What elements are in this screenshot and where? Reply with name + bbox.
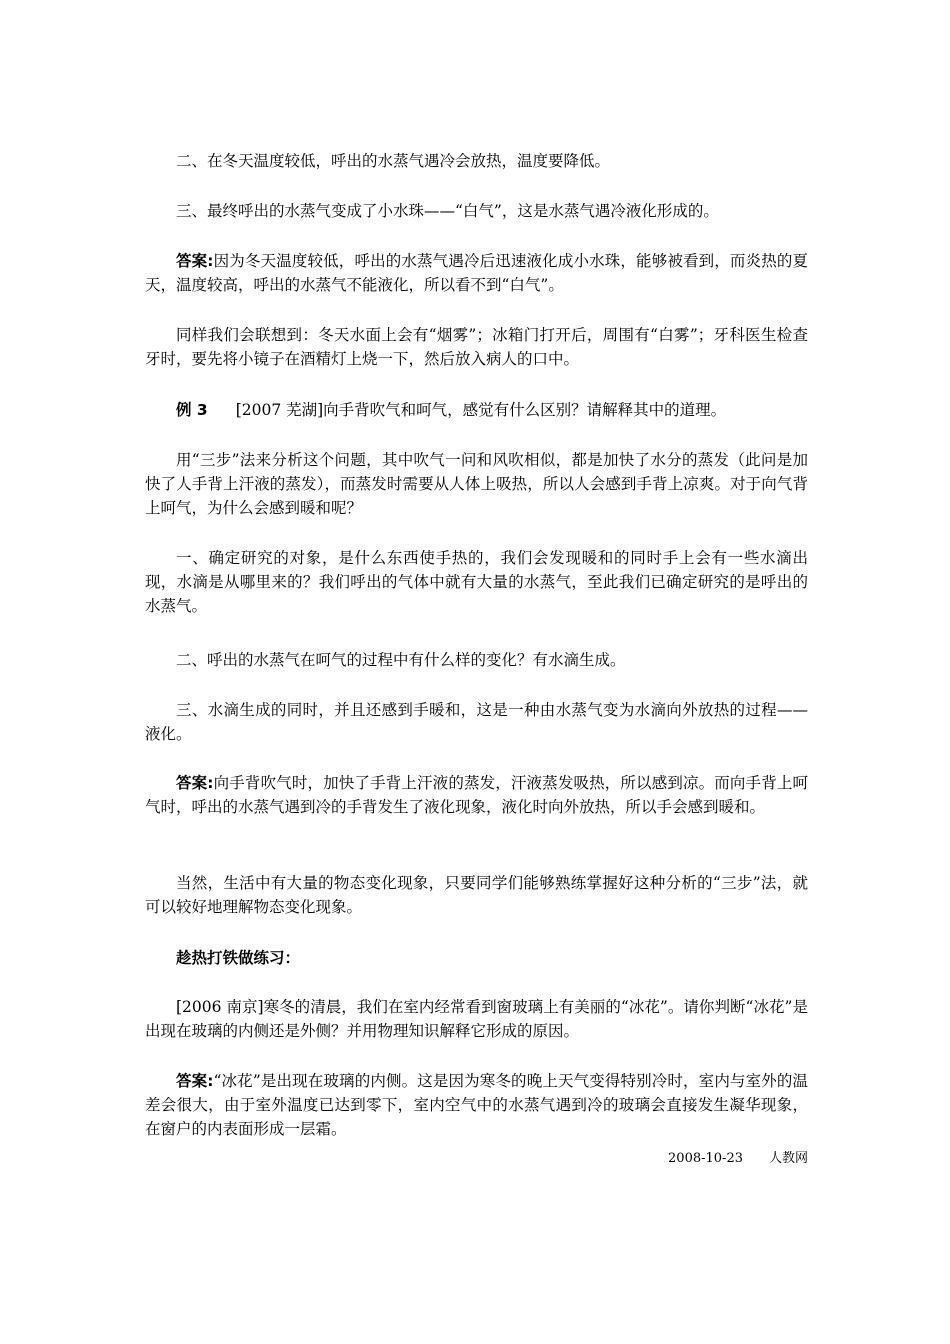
paragraph: [145, 648, 808, 672]
answer-label: 答案:: [176, 774, 214, 792]
practice-heading: 趁热打铁做练习：: [176, 949, 301, 967]
paragraph: [145, 995, 808, 1043]
paragraph: [145, 698, 808, 746]
answer-paragraph: [145, 249, 808, 297]
paragraph-text: 一、确定研究的对象，是什么东西使手热的，我们会发现暖和的同时手上会有一些水滴出现，水滴是从哪里来的？我们呼出的气体中就有大量的水蒸气，至此我们已确定研究的是呼出的水蒸气。: [145, 549, 808, 615]
paragraph-text: 二、在冬天温度较低，呼出的水蒸气遇冷会放热，温度要降低。: [176, 152, 611, 170]
answer-text: 向手背吹气时，加快了手背上汗液的蒸发，汗液蒸发吸热，所以感到凉。而向手背上呵气时，呼出的水蒸气遇到冷的手背发生了液化现象，液化时向外放热，所以手会感到暖和。: [145, 774, 808, 816]
paragraph: [145, 149, 808, 173]
answer-label: 答案:: [176, 252, 214, 270]
paragraph-text: 二、呼出的水蒸气在呵气的过程中有什么样的变化？有水滴生成。: [176, 651, 626, 669]
footer: [600, 1149, 808, 1169]
paragraph: [145, 448, 808, 520]
example-label: 例 3: [176, 401, 208, 419]
paragraph: [145, 199, 808, 223]
answer-label: 答案:: [176, 1072, 214, 1090]
paragraph-text: 用“三步”法来分析这个问题，其中吹气一问和风吹相似，都是加快了水分的蒸发（此问是加快了人手背上汗液的蒸发），而蒸发时需要从人体上吸热，所以人会感到手背上凉爽。对于向气背上呵气，为什么会感到暖和呢？: [145, 451, 808, 517]
answer-paragraph: [145, 1069, 808, 1141]
section-heading: [145, 946, 808, 970]
paragraph-text: [2006 南京]寒冬的清晨，我们在室内经常看到窗玻璃上有美丽的“冰花”。请你判断“冰花”是出现在玻璃的内侧还是外侧？并用物理知识解释它形成的原因。: [145, 998, 808, 1040]
answer-paragraph: [145, 771, 808, 819]
example-heading: [145, 398, 808, 422]
paragraph-text: 同样我们会联想到：冬天水面上会有“烟雾”；冰箱门打开后，周围有“白雾”；牙科医生检查牙时，要先将小镜子在酒精灯上烧一下，然后放入病人的口中。: [145, 326, 808, 368]
paragraph-text: 三、最终呼出的水蒸气变成了小水珠——“白气”，这是水蒸气遇冷液化形成的。: [176, 202, 719, 220]
paragraph-text: 当然，生活中有大量的物态变化现象，只要同学们能够熟练掌握好这种分析的“三步”法，就可以较好地理解物态变化现象。: [145, 874, 808, 916]
paragraph: [145, 871, 808, 919]
paragraph: [145, 546, 808, 618]
footer-date: 2008-10-23: [668, 1151, 743, 1166]
paragraph: [145, 323, 808, 371]
answer-text: “冰花”是出现在玻璃的内侧。这是因为寒冬的晚上天气变得特别冷时，室内与室外的温差会很大，由于室外温度已达到零下，室内空气中的水蒸气遇到冷的玻璃会直接发生凝华现象，在窗户的内表面形成一层霜。: [145, 1072, 809, 1138]
footer-source: 人教网: [768, 1151, 808, 1166]
answer-text: 因为冬天温度较低，呼出的水蒸气遇冷后迅速液化成小水珠，能够被看到，而炎热的夏天，温度较高，呼出的水蒸气不能液化，所以看不到“白气”。: [145, 252, 808, 294]
paragraph-text: 三、水滴生成的同时，并且还感到手暖和，这是一种由水蒸气变为水滴向外放热的过程——液化。: [145, 701, 808, 743]
example-question: [2007 芜湖]向手背吹气和呵气，感觉有什么区别？请解释其中的道理。: [235, 401, 727, 419]
